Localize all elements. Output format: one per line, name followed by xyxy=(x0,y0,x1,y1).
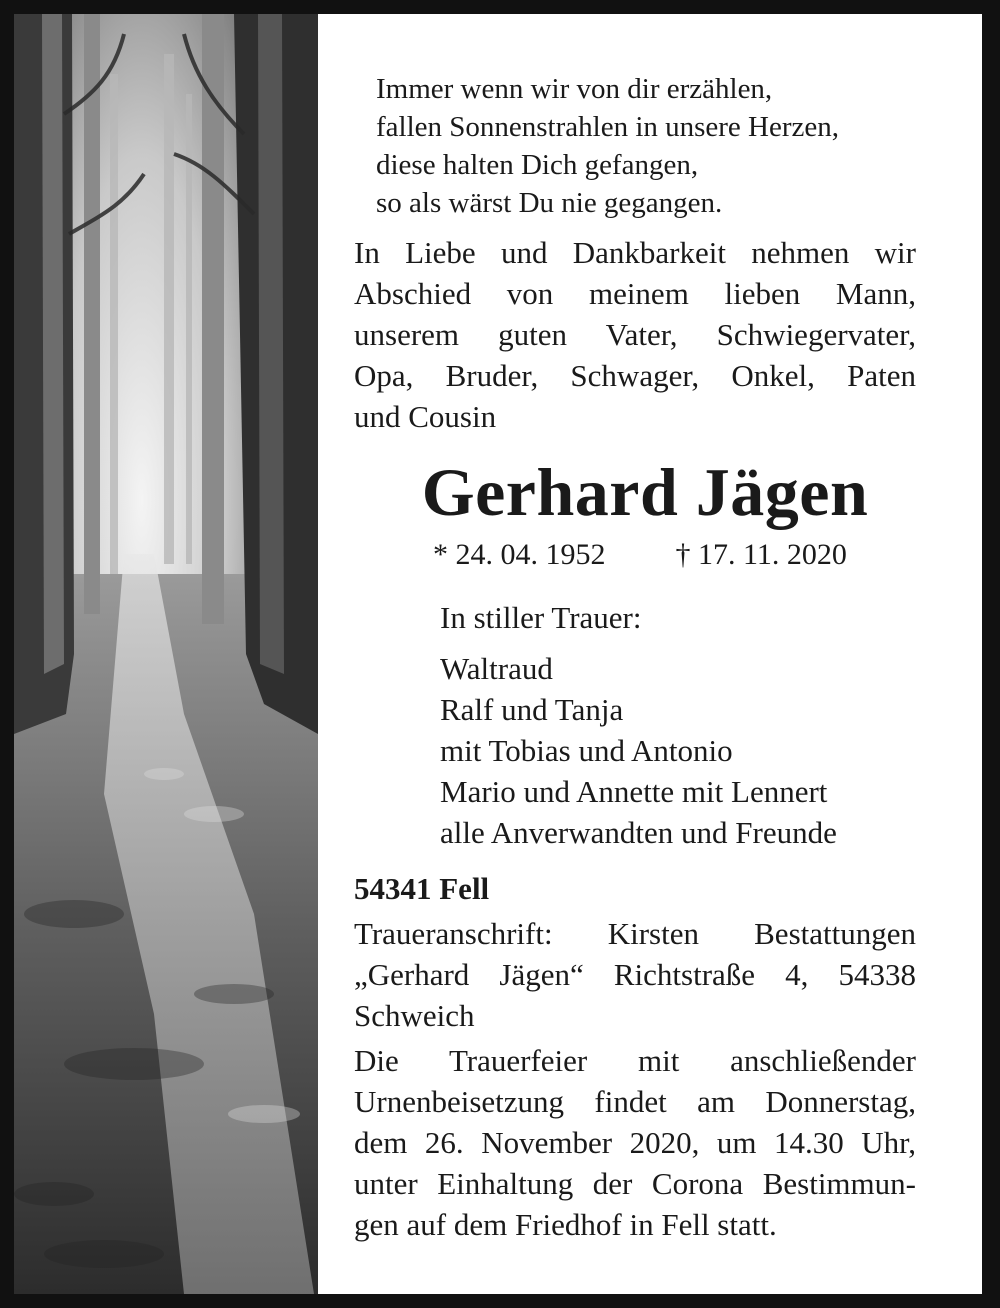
birth-date: * 24. 04. 1952 xyxy=(433,538,606,571)
life-dates xyxy=(354,535,916,575)
intro-line: unserem guten Vater, Schwiegervater, xyxy=(354,317,916,352)
service-line: dem 26. November 2020, um 14.30 Uhr, xyxy=(354,1125,916,1160)
deceased-name: Gerhard Jägen xyxy=(421,454,869,530)
mourner: mit Tobias und Antonio xyxy=(440,733,733,768)
service-paragraph xyxy=(354,1040,916,1245)
intro-line: Opa, Bruder, Schwager, Onkel, Paten xyxy=(354,358,916,393)
intro-line: Abschied von meinem lieben Mann, xyxy=(354,276,916,311)
address-line: Schweich xyxy=(354,998,475,1033)
place: 54341 Fell xyxy=(354,871,490,906)
poem-line: fallen Sonnenstrahlen in unsere Herzen, xyxy=(376,111,840,143)
address-paragraph xyxy=(354,913,916,1036)
mourner: Mario und Annette mit Lennert xyxy=(440,774,828,809)
address-line: „Gerhard Jägen“ Richtstraße 4, 54338 xyxy=(354,957,916,992)
service-line: unter Einhaltung der Corona Bestimmun- xyxy=(354,1166,916,1201)
intro-line: und Cousin xyxy=(354,399,497,434)
mourner: alle Anverwandten und Freunde xyxy=(440,815,837,850)
poem xyxy=(376,70,916,222)
mourner: Waltraud xyxy=(440,651,553,686)
service-line: Urnenbeisetzung findet am Donnerstag, xyxy=(354,1084,916,1119)
mourner: Ralf und Tanja xyxy=(440,692,624,727)
intro-paragraph xyxy=(354,232,916,437)
mourners xyxy=(440,597,916,853)
address-line: Traueranschrift: Kirsten Bestattungen xyxy=(354,916,916,951)
obituary-text xyxy=(354,70,916,1245)
poem-line: diese halten Dich gefangen, xyxy=(376,149,699,181)
forest-path-photo xyxy=(14,14,318,1294)
poem-line: Immer wenn wir von dir erzählen, xyxy=(376,73,773,105)
death-date: † 17. 11. 2020 xyxy=(675,538,847,571)
service-line: gen auf dem Friedhof in Fell statt. xyxy=(354,1207,777,1242)
poem-line: so als wärst Du nie gegangen. xyxy=(376,187,723,219)
service-line: Die Trauerfeier mit anschließender xyxy=(354,1043,916,1078)
intro-line: In Liebe und Dankbarkeit nehmen wir xyxy=(354,235,916,270)
mourners-intro: In stiller Trauer: xyxy=(440,600,642,635)
